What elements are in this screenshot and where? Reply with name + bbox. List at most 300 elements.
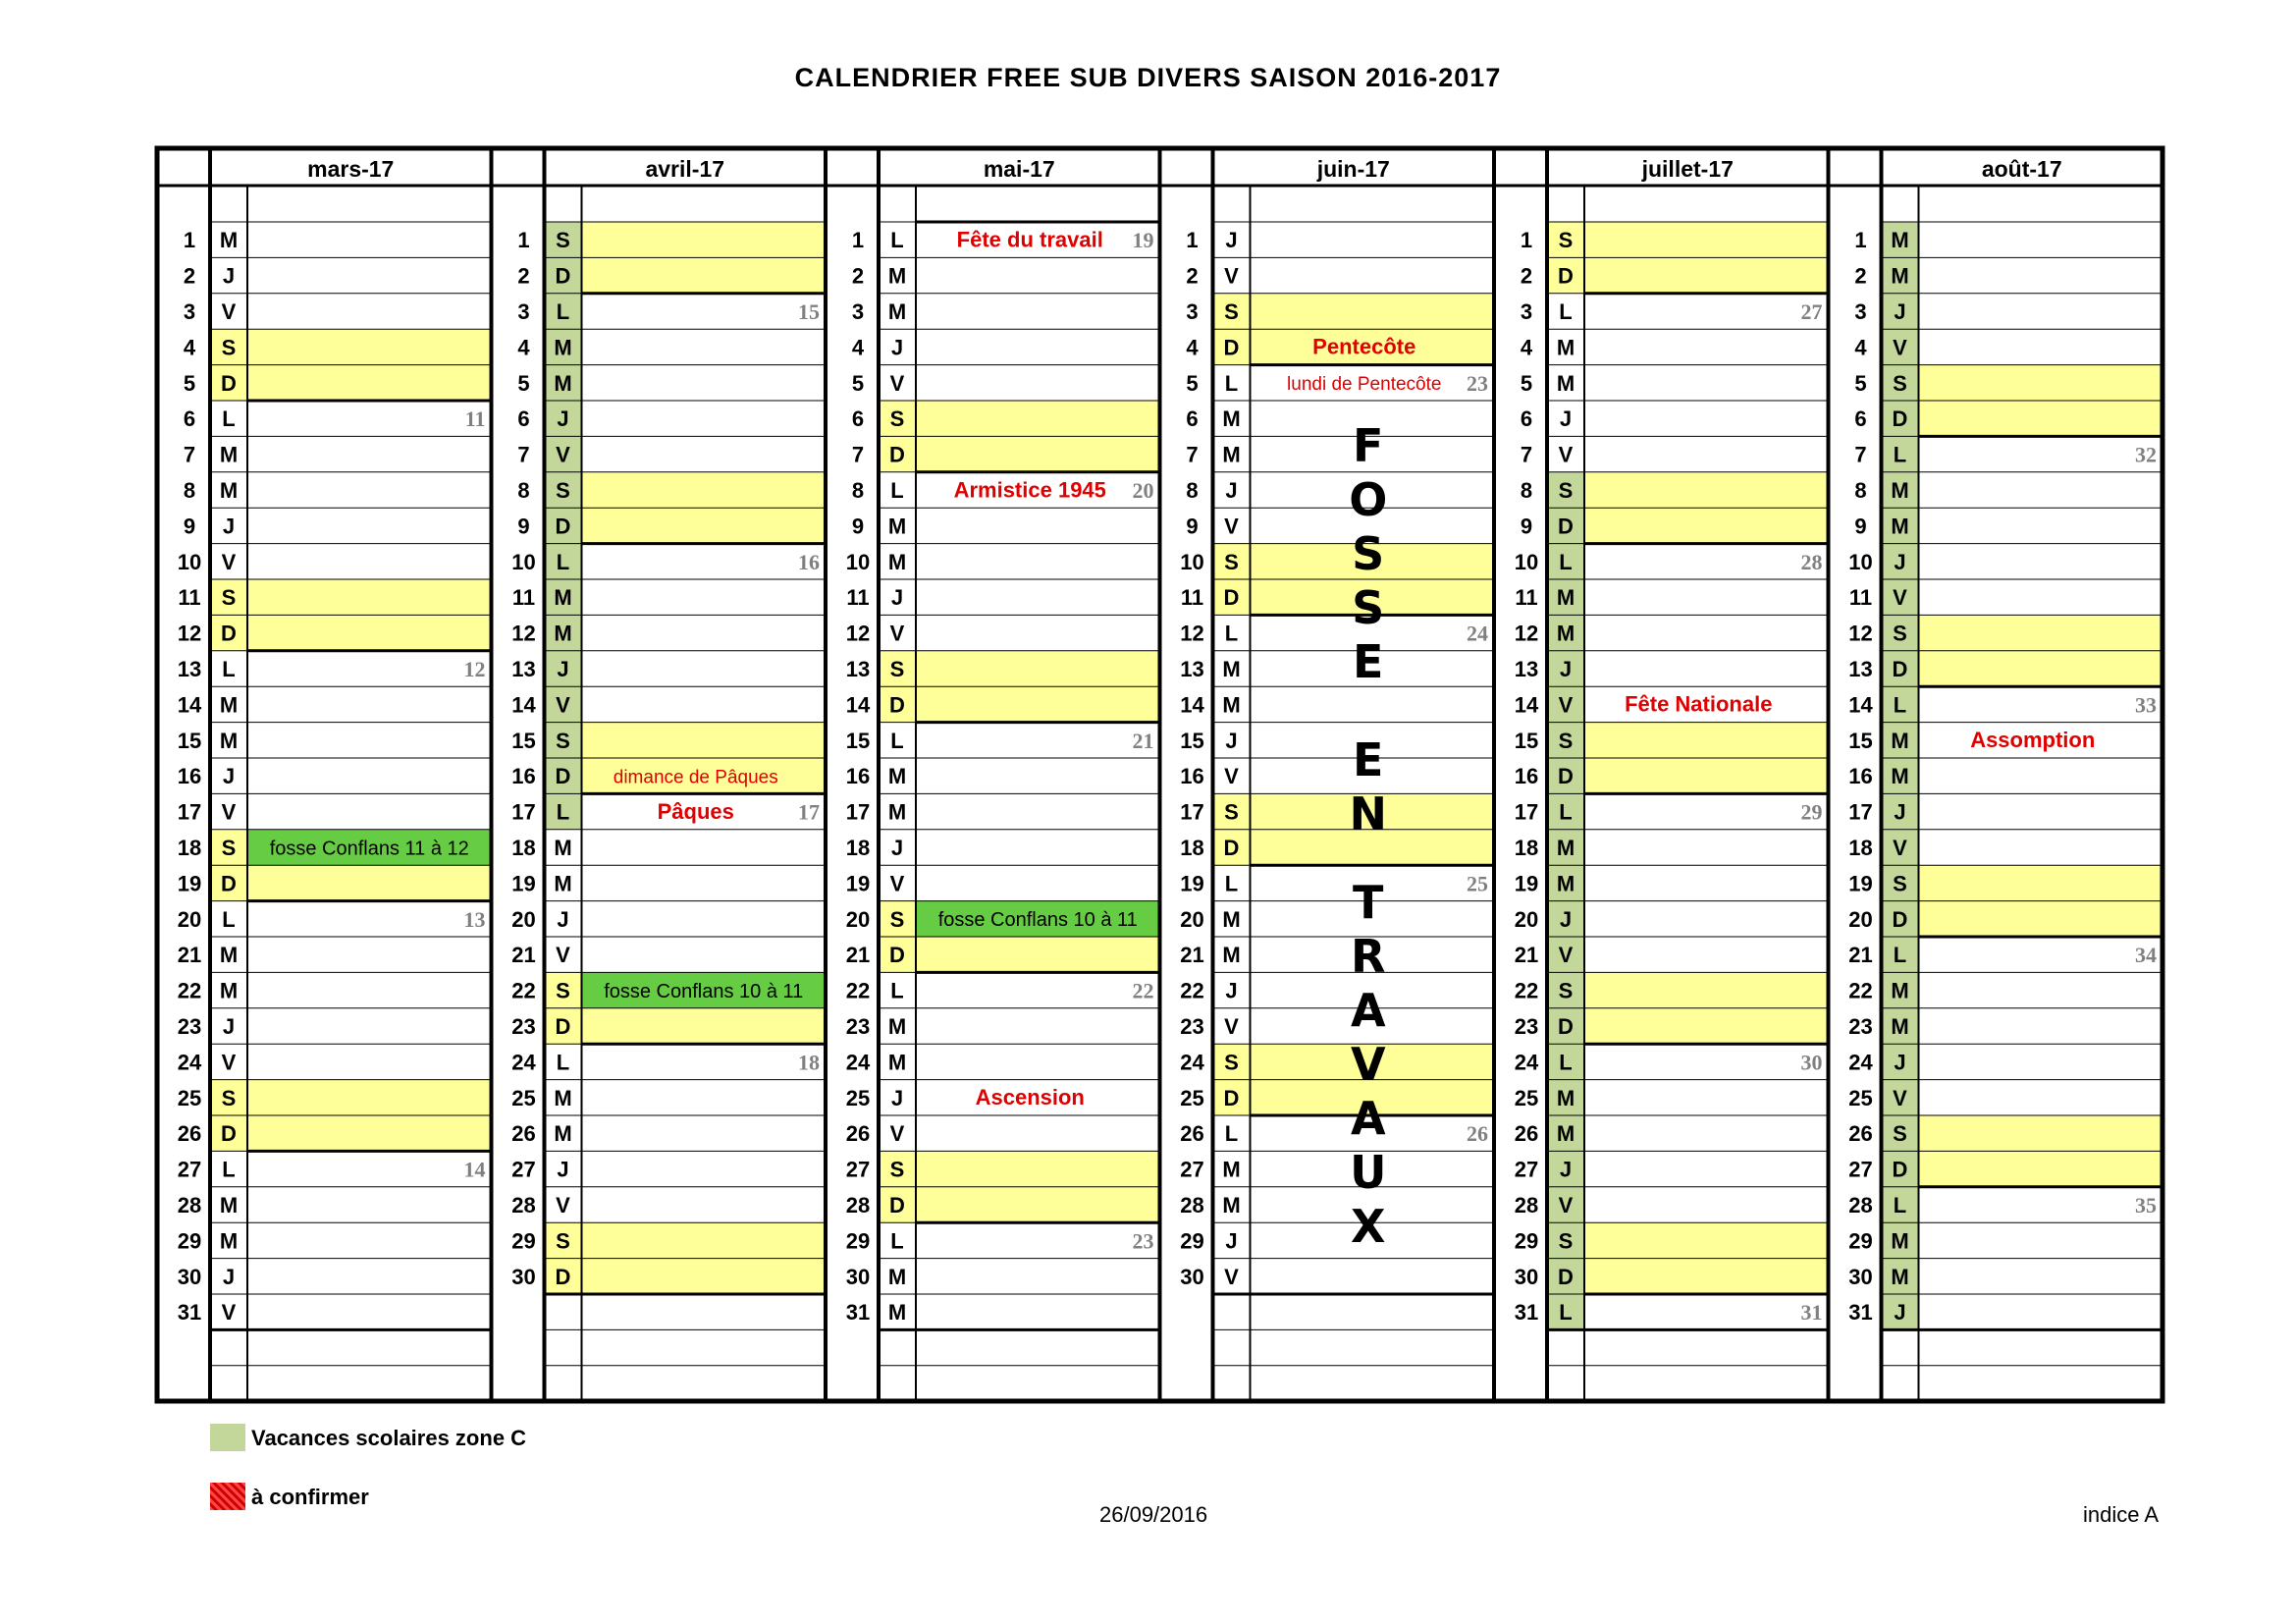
day-letter: L (556, 1050, 570, 1075)
day-number: 12 (1848, 621, 1873, 646)
day-letter: V (1893, 836, 1907, 861)
day-letter: M (1222, 943, 1241, 968)
day-letter: M (219, 943, 239, 968)
day-number: 3 (183, 299, 196, 325)
day-number: 7 (851, 442, 865, 467)
day-number: 25 (1848, 1085, 1873, 1110)
holiday-label: Armistice 1945 (953, 477, 1106, 503)
day-letter: J (1894, 1050, 1906, 1075)
day-number: 29 (845, 1228, 871, 1254)
week-number: 22 (1132, 978, 1154, 1003)
day-number: 6 (851, 406, 865, 432)
day-number: 22 (177, 978, 202, 1003)
day-number: 1 (183, 228, 196, 253)
day-letter: L (890, 1228, 904, 1254)
weekend-fill (1919, 651, 2163, 686)
day-letter: V (556, 692, 570, 718)
day-number: 10 (1514, 549, 1539, 574)
event-label: fosse Conflans 11 à 12 (269, 838, 469, 860)
day-letter: M (1222, 1193, 1241, 1218)
day-number: 18 (177, 836, 202, 861)
day-number: 7 (1186, 442, 1199, 467)
day-letter: M (887, 1014, 907, 1040)
day-letter: M (1556, 370, 1575, 396)
day-letter: J (1225, 228, 1238, 253)
day-number: 21 (845, 943, 871, 968)
holiday-label: Assomption (1970, 728, 2096, 753)
day-letter: J (1559, 906, 1573, 932)
day-number: 28 (1514, 1193, 1539, 1218)
week-number: 32 (2135, 442, 2157, 467)
day-number: 30 (1180, 1264, 1204, 1289)
day-letter: J (1559, 1157, 1573, 1182)
day-letter: D (1892, 906, 1908, 932)
day-letter: V (221, 1300, 237, 1326)
day-number: 6 (1520, 406, 1533, 432)
day-letter: M (554, 621, 572, 646)
day-letter: J (1894, 299, 1906, 325)
day-number: 28 (845, 1193, 871, 1218)
week-number: 15 (798, 299, 820, 325)
weekend-fill (1584, 472, 1829, 508)
day-number: 26 (511, 1121, 536, 1147)
day-letter: L (890, 728, 904, 753)
week-number: 12 (463, 657, 486, 682)
month-header: juillet-17 (1641, 156, 1734, 182)
day-number: 27 (845, 1157, 871, 1182)
day-number: 13 (1514, 657, 1539, 682)
day-number: 2 (1520, 263, 1533, 289)
day-number: 11 (178, 585, 201, 611)
day-number: 13 (177, 657, 202, 682)
day-letter: L (1893, 1193, 1907, 1218)
day-letter: V (1558, 1193, 1574, 1218)
day-number: 27 (1180, 1157, 1204, 1182)
day-number: 10 (845, 549, 871, 574)
weekend-fill (247, 615, 492, 650)
day-letter: D (889, 1193, 905, 1218)
day-letter: M (1556, 335, 1575, 360)
weekend-fill (582, 1222, 827, 1258)
day-letter: S (889, 906, 905, 932)
day-letter: S (1558, 728, 1574, 753)
day-number: 15 (1180, 728, 1204, 753)
day-letter: L (1224, 621, 1239, 646)
day-letter: S (1893, 1121, 1907, 1147)
weekend-fill (1251, 294, 1495, 329)
page-title: CALENDRIER FREE SUB DIVERS SAISON 2016-2017 (794, 63, 1502, 92)
day-number: 24 (1514, 1050, 1539, 1075)
day-number: 30 (1848, 1264, 1873, 1289)
week-number: 20 (1132, 478, 1154, 504)
week-number: 31 (1800, 1300, 1823, 1326)
day-number: 18 (1180, 836, 1204, 861)
fosse-letter: S (1352, 581, 1385, 634)
day-number: 20 (1848, 906, 1873, 932)
day-number: 20 (177, 906, 202, 932)
day-number: 4 (517, 335, 530, 360)
day-number: 25 (1514, 1085, 1539, 1110)
day-letter: S (1558, 1228, 1574, 1254)
weekend-fill (1584, 508, 1829, 543)
month-header: avril-17 (645, 156, 725, 182)
day-number: 7 (183, 442, 196, 467)
day-letter: M (554, 370, 572, 396)
day-letter: V (1893, 335, 1907, 360)
weekend-fill (1584, 723, 1829, 758)
day-number: 9 (1854, 514, 1867, 539)
day-letter: L (1224, 370, 1239, 396)
day-letter: S (1558, 978, 1574, 1003)
day-letter: M (887, 263, 907, 289)
day-letter: V (556, 442, 570, 467)
day-number: 19 (177, 871, 202, 896)
day-letter: D (555, 514, 571, 539)
day-number: 11 (1180, 585, 1204, 611)
weekend-fill (916, 1151, 1160, 1186)
day-number: 3 (851, 299, 865, 325)
day-number: 6 (183, 406, 196, 432)
day-letter: J (1225, 978, 1238, 1003)
weekend-fill (916, 436, 1160, 471)
day-letter: M (1556, 585, 1575, 611)
day-number: 12 (177, 621, 202, 646)
month-header: août-17 (1981, 156, 2062, 182)
day-letter: S (1893, 370, 1907, 396)
day-letter: L (890, 978, 904, 1003)
day-letter: M (887, 549, 907, 574)
day-letter: D (555, 1014, 571, 1040)
day-letter: V (1224, 514, 1239, 539)
day-number: 28 (1180, 1193, 1204, 1218)
day-letter: D (221, 621, 237, 646)
day-number: 14 (1848, 692, 1873, 718)
week-number: 23 (1132, 1228, 1154, 1254)
weekend-fill (1584, 222, 1829, 257)
day-number: 15 (1514, 728, 1539, 753)
day-letter: S (1224, 299, 1239, 325)
day-number: 11 (1515, 585, 1538, 611)
day-number: 19 (1514, 871, 1539, 896)
day-letter: L (1224, 871, 1239, 896)
day-number: 30 (511, 1264, 536, 1289)
day-number: 19 (1180, 871, 1204, 896)
day-letter: M (1222, 692, 1241, 718)
day-number: 20 (1514, 906, 1539, 932)
day-number: 28 (177, 1193, 202, 1218)
holiday-label: Ascension (975, 1085, 1085, 1110)
fosse-letter: R (1351, 930, 1386, 983)
day-number: 20 (511, 906, 536, 932)
day-number: 6 (517, 406, 530, 432)
fosse-letter: A (1350, 984, 1386, 1037)
day-letter: J (557, 1157, 569, 1182)
day-number: 1 (1854, 228, 1867, 253)
day-letter: S (1893, 871, 1907, 896)
fosse-letter: V (1350, 1038, 1386, 1091)
day-letter: M (1891, 764, 1909, 789)
day-letter: J (557, 406, 569, 432)
day-number: 26 (1180, 1121, 1204, 1147)
weekend-fill (582, 723, 827, 758)
day-number: 16 (177, 764, 202, 789)
day-letter: V (889, 1121, 905, 1147)
weekend-fill (582, 1008, 827, 1044)
day-number: 29 (1848, 1228, 1873, 1254)
day-letter: L (1559, 299, 1573, 325)
legend-vacances-label: Vacances scolaires zone C (251, 1426, 527, 1450)
day-number: 16 (1180, 764, 1204, 789)
day-number: 10 (1180, 549, 1204, 574)
day-number: 2 (851, 263, 865, 289)
day-number: 24 (177, 1050, 202, 1075)
day-letter: J (222, 764, 236, 789)
day-letter: V (889, 370, 905, 396)
day-number: 1 (1186, 228, 1199, 253)
day-number: 7 (517, 442, 530, 467)
day-number: 17 (1514, 799, 1539, 825)
holiday-label: dimance de Pâques (613, 767, 778, 788)
holiday-label: lundi de Pentecôte (1287, 374, 1442, 396)
week-number: 34 (2135, 943, 2157, 968)
day-letter: L (1559, 799, 1573, 825)
day-letter: V (1893, 585, 1907, 611)
day-number: 31 (1514, 1300, 1539, 1326)
day-letter: S (556, 1228, 570, 1254)
day-number: 7 (1854, 442, 1867, 467)
day-letter: L (1893, 442, 1907, 467)
day-number: 20 (845, 906, 871, 932)
day-letter: D (1892, 406, 1908, 432)
fosse-letter: E (1353, 733, 1384, 786)
day-number: 22 (1848, 978, 1873, 1003)
day-number: 17 (177, 799, 202, 825)
day-letter: V (1224, 263, 1239, 289)
weekend-fill (1919, 865, 2163, 900)
day-number: 7 (1520, 442, 1533, 467)
day-letter: L (890, 478, 904, 504)
day-number: 19 (1848, 871, 1873, 896)
day-letter: S (889, 1157, 905, 1182)
day-number: 15 (177, 728, 202, 753)
footer-indice: indice A (2083, 1502, 2160, 1527)
day-number: 11 (846, 585, 870, 611)
day-number: 23 (1514, 1014, 1539, 1040)
day-number: 23 (511, 1014, 536, 1040)
day-letter: D (1558, 1014, 1574, 1040)
day-number: 2 (183, 263, 196, 289)
legend-confirm-label: à confirmer (251, 1485, 369, 1509)
day-number: 29 (1180, 1228, 1204, 1254)
day-number: 26 (845, 1121, 871, 1147)
day-number: 24 (1180, 1050, 1204, 1075)
day-letter: J (1559, 406, 1573, 432)
day-letter: M (1556, 1085, 1575, 1110)
week-number: 26 (1467, 1121, 1488, 1147)
week-number: 28 (1800, 549, 1823, 574)
day-number: 14 (1180, 692, 1204, 718)
day-letter: L (1893, 692, 1907, 718)
day-letter: V (1558, 692, 1574, 718)
day-number: 20 (1180, 906, 1204, 932)
day-number: 4 (1854, 335, 1867, 360)
month-header: mai-17 (983, 156, 1055, 182)
day-letter: L (1559, 549, 1573, 574)
day-letter: M (1891, 228, 1909, 253)
day-number: 27 (1514, 1157, 1539, 1182)
weekend-fill (916, 686, 1160, 722)
day-letter: D (1558, 1264, 1574, 1289)
day-letter: M (887, 1300, 907, 1326)
day-letter: D (555, 764, 571, 789)
day-letter: M (1891, 978, 1909, 1003)
day-number: 3 (1520, 299, 1533, 325)
weekend-fill (916, 401, 1160, 436)
day-letter: M (1556, 836, 1575, 861)
day-letter: L (1559, 1300, 1573, 1326)
day-number: 1 (851, 228, 865, 253)
day-number: 5 (1520, 370, 1533, 396)
day-number: 10 (511, 549, 536, 574)
day-number: 16 (845, 764, 871, 789)
footer-date: 26/09/2016 (1099, 1502, 1208, 1527)
day-number: 21 (1514, 943, 1539, 968)
day-letter: J (557, 906, 569, 932)
day-number: 14 (511, 692, 536, 718)
day-letter: S (1224, 549, 1239, 574)
day-letter: M (219, 1193, 239, 1218)
day-number: 25 (511, 1085, 536, 1110)
day-letter: M (219, 692, 239, 718)
day-letter: M (1891, 514, 1909, 539)
day-number: 17 (1848, 799, 1873, 825)
day-number: 22 (511, 978, 536, 1003)
day-letter: J (890, 585, 904, 611)
day-letter: D (221, 871, 237, 896)
day-letter: M (554, 585, 572, 611)
day-number: 13 (1180, 657, 1204, 682)
day-letter: J (1559, 657, 1573, 682)
day-letter: V (221, 1050, 237, 1075)
holiday-label: Pentecôte (1312, 334, 1416, 359)
day-letter: L (222, 657, 236, 682)
day-number: 1 (517, 228, 530, 253)
weekend-fill (1584, 1259, 1829, 1294)
day-letter: M (219, 978, 239, 1003)
day-letter: D (555, 1264, 571, 1289)
day-letter: L (556, 549, 570, 574)
day-number: 3 (1854, 299, 1867, 325)
day-letter: M (1222, 442, 1241, 467)
day-letter: L (222, 406, 236, 432)
day-number: 23 (1848, 1014, 1873, 1040)
day-number: 8 (183, 478, 196, 504)
fosse-letter: S (1352, 527, 1385, 580)
weekend-fill (1584, 1008, 1829, 1044)
day-number: 2 (1854, 263, 1867, 289)
day-letter: D (555, 263, 571, 289)
week-number: 33 (2135, 692, 2157, 718)
day-number: 11 (511, 585, 536, 611)
fosse-letter: U (1350, 1146, 1387, 1199)
day-number: 13 (845, 657, 871, 682)
weekend-fill (582, 257, 827, 293)
holiday-label: Pâques (657, 798, 734, 824)
day-number: 19 (511, 871, 536, 896)
day-number: 27 (177, 1157, 202, 1182)
day-letter: M (1891, 478, 1909, 504)
day-number: 12 (1514, 621, 1539, 646)
week-number: 24 (1467, 621, 1488, 646)
day-letter: S (889, 406, 905, 432)
day-number: 24 (1848, 1050, 1873, 1075)
day-number: 16 (511, 764, 536, 789)
day-letter: D (1223, 335, 1240, 360)
day-number: 12 (845, 621, 871, 646)
day-letter: M (554, 1085, 572, 1110)
day-number: 8 (851, 478, 865, 504)
day-number: 26 (1514, 1121, 1539, 1147)
day-letter: V (889, 621, 905, 646)
weekend-fill (247, 579, 492, 615)
day-letter: M (1222, 406, 1241, 432)
day-number: 22 (845, 978, 871, 1003)
fosse-letter: T (1353, 876, 1384, 929)
day-letter: D (1558, 514, 1574, 539)
day-number: 9 (1520, 514, 1533, 539)
day-number: 21 (1180, 943, 1204, 968)
day-letter: J (1225, 1228, 1238, 1254)
week-number: 16 (798, 549, 820, 574)
day-number: 16 (1848, 764, 1873, 789)
day-number: 8 (1854, 478, 1867, 504)
day-letter: J (890, 836, 904, 861)
day-number: 29 (511, 1228, 536, 1254)
day-letter: S (889, 657, 905, 682)
day-letter: D (1223, 836, 1240, 861)
day-number: 5 (851, 370, 865, 396)
day-letter: M (554, 871, 572, 896)
day-letter: M (1556, 621, 1575, 646)
fosse-letter: X (1351, 1200, 1386, 1253)
week-number: 17 (798, 799, 820, 825)
day-letter: D (1223, 1085, 1240, 1110)
day-number: 12 (511, 621, 536, 646)
day-letter: M (887, 299, 907, 325)
day-letter: S (1558, 228, 1574, 253)
week-number: 13 (463, 906, 486, 932)
day-letter: V (221, 799, 237, 825)
day-letter: L (1893, 943, 1907, 968)
day-number: 8 (1186, 478, 1199, 504)
day-number: 13 (1848, 657, 1873, 682)
day-letter: S (556, 228, 570, 253)
day-number: 23 (845, 1014, 871, 1040)
day-number: 5 (1186, 370, 1199, 396)
weekend-fill (247, 865, 492, 900)
day-letter: M (1556, 1121, 1575, 1147)
day-number: 18 (511, 836, 536, 861)
day-number: 30 (1514, 1264, 1539, 1289)
day-letter: J (222, 263, 236, 289)
day-number: 17 (1180, 799, 1204, 825)
day-letter: V (1224, 764, 1239, 789)
day-letter: M (887, 1050, 907, 1075)
day-letter: J (890, 335, 904, 360)
week-number: 19 (1132, 228, 1154, 253)
day-letter: M (219, 442, 239, 467)
fosse-letter: E (1353, 635, 1384, 688)
